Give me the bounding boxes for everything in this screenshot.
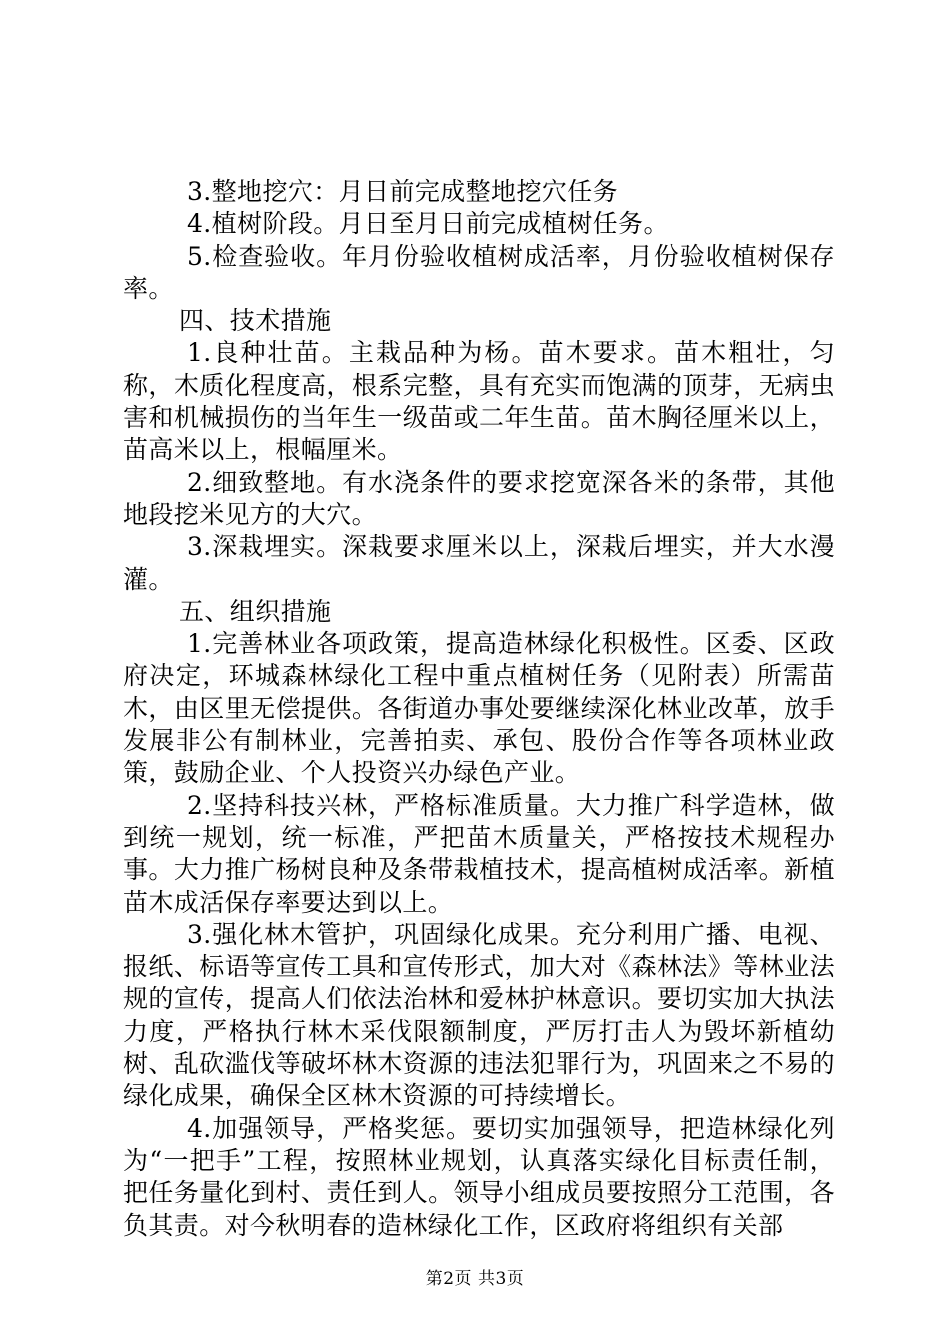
section-heading-organizational-measures: 五、组织措施 <box>179 596 332 626</box>
paragraph-leadership: 4.加强领导，严格奖惩。要切实加强领导，把造林绿化列为“一把手”工程，按照林业规划，认真落实绿化目标责任制，把任务量化到村、责任到人。领导小组成员要按照分工范围，各负其责。对今秋明春的造林绿化工作，区政府将组织有关部 <box>123 1113 835 1240</box>
paragraph-task-digging: 3.整地挖穴：月日前完成整地挖穴任务 <box>187 177 619 206</box>
document-body <box>123 176 835 1242</box>
paragraph-land-preparation: 2.细致整地。有水浇条件的要求挖宽深各米的条带，其他地段挖米见方的大穴。 <box>123 467 835 529</box>
paragraph-seedlings: 1.良种壮苗。主栽品种为杨。苗木要求。苗木粗壮，匀称，木质化程度高，根系完整，具有充实而饱满的顶芽，无病虫害和机械损伤的当年生一级苗或二年生苗。苗木胸径厘米以上，苗高米以上，根幅厘米。 <box>123 338 835 465</box>
section-heading-technical-measures: 四、技术措施 <box>179 306 332 336</box>
paragraph-task-planting: 4.植树阶段。月日至月日前完成植树任务。 <box>187 209 669 239</box>
paragraph-forest-protection: 3.强化林木管护，巩固绿化成果。充分利用广播、电视、报纸、标语等宣传工具和宣传形式，加大对《森林法》等林业法规的宣传，提高人们依法治林和爱林护林意识。要切实加大执法力度，严格执行林木采伐限额制度，严厉打击人为毁坏新植幼树、乱砍滥伐等破坏林木资源的违法犯罪行为，巩固来之不易的绿化成果，确保全区林木资源的可持续增长。 <box>123 919 835 1111</box>
page-number-footer: 第2页 共3页 <box>425 1269 525 1289</box>
paragraph-science-forestry: 2.坚持科技兴林，严格标准质量。大力推广科学造林，做到统一规划，统一标准，严把苗木质量关，严格按技术规程办事。大力推广杨树良种及条带栽植技术，提高植树成活率。新植苗木成活保存率要达到以上。 <box>123 790 835 917</box>
paragraph-forestry-policy: 1.完善林业各项政策，提高造林绿化积极性。区委、区政府决定，环城森林绿化工程中重点植树任务（见附表）所需苗木，由区里无偿提供。各街道办事处要继续深化林业改革，放手发展非公有制林业，完善拍卖、承包、股份合作等各项林业政策，鼓励企业、个人投资兴办绿色产业。 <box>123 629 835 788</box>
paragraph-task-inspection: 5.检查验收。年月份验收植树成活率，月份验收植树保存率。 <box>123 241 835 303</box>
paragraph-deep-planting: 3.深栽埋实。深栽要求厘米以上，深栽后埋实，并大水漫灌。 <box>123 532 835 594</box>
